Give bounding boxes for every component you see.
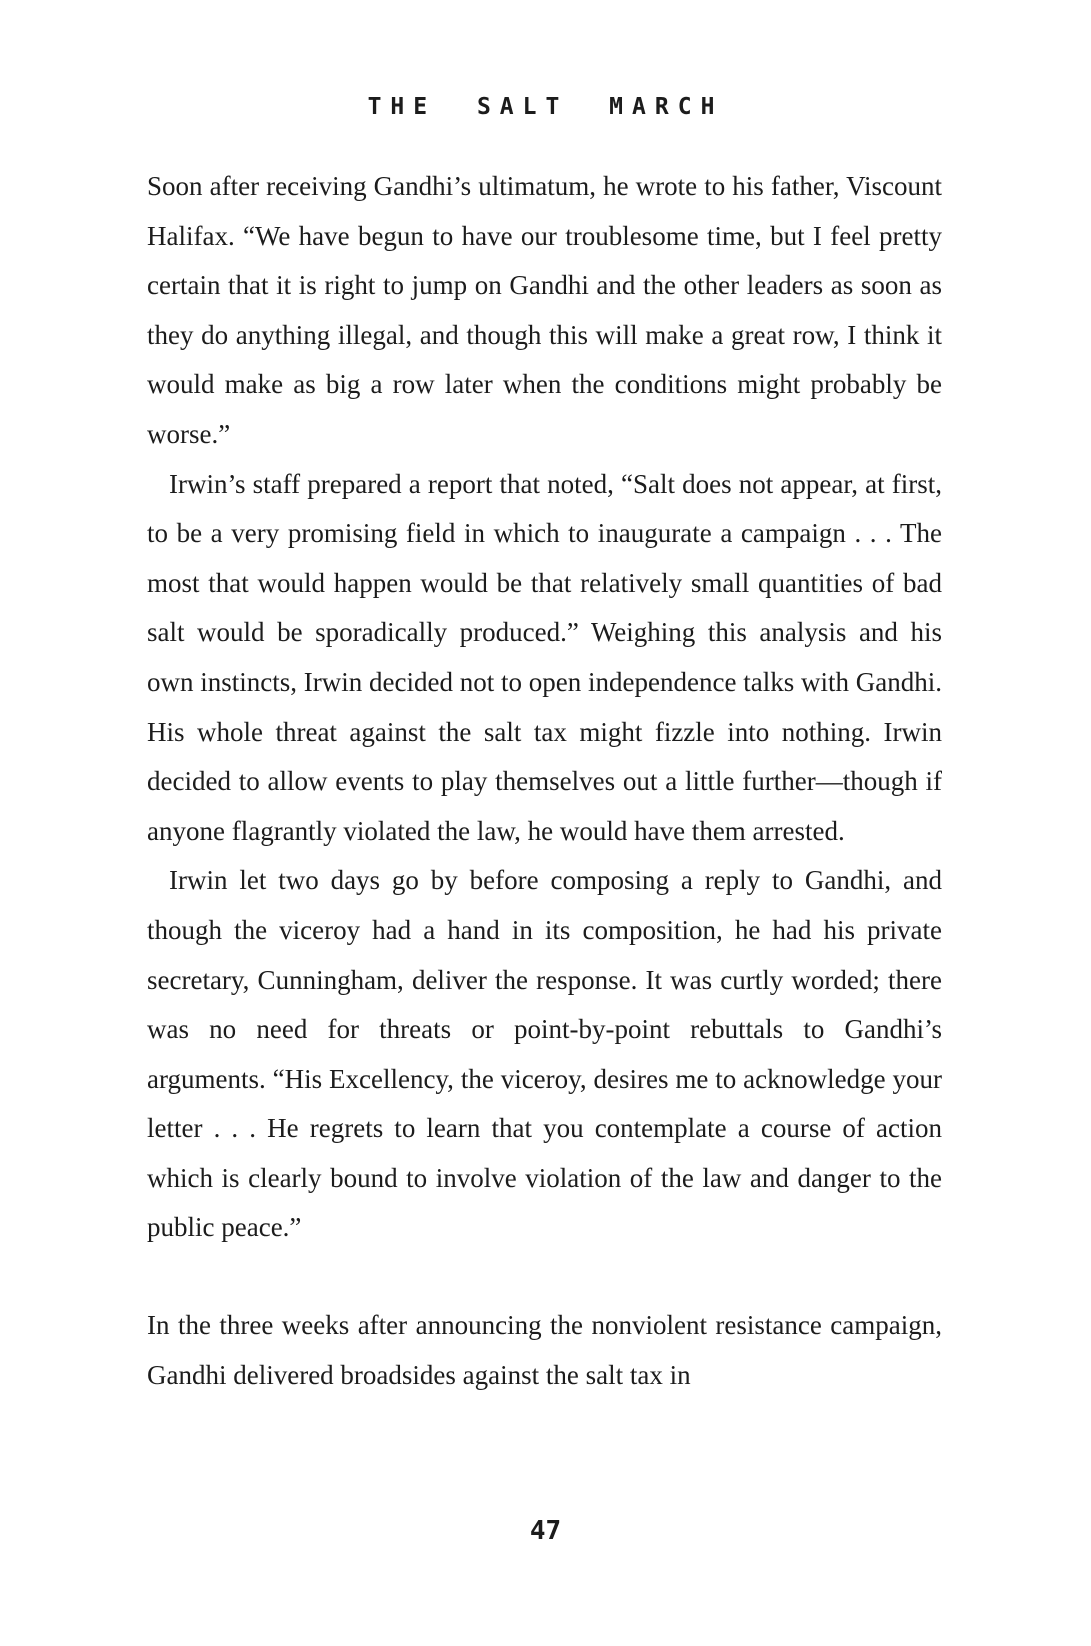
- paragraph-2: Irwin’s staff prepared a report that noted, “Salt does not appear, at first, to be a very promising field in which to inaugurate a campaign . . . The most that would happen would be that relatively small quantities of bad salt would be sporadically produced.” Weighing this analysis and his own instincts, Irwin decided not to open independence talks with Gandhi. His whole threat against the salt tax might fizzle into nothing. Irwin decided to allow events to play themselves out a little further—though if anyone flagrantly violated the law, he would have them arrested.: [147, 468, 942, 846]
- page-number: 47: [529, 1516, 562, 1546]
- paragraph-3: Irwin let two days go by before composing a reply to Gandhi, and though the viceroy had a hand in its composition, he had his private secretary, Cunningham, deliver the response. It was curtly worded; there was no need for threats or point-by-point rebuttals to Gandhi’s arguments. “His Excellency, the viceroy, desires me to acknowledge your letter . . . He regrets to learn that you contemplate a course of action which is clearly bound to involve violation of the law and danger to the public peace.”: [147, 865, 942, 1243]
- body-text: [147, 162, 942, 1400]
- paragraph-4: In the three weeks after announcing the nonviolent resistance campaign, Gandhi delivered broadsides against the salt tax in: [147, 1310, 942, 1390]
- paragraph-1: Soon after receiving Gandhi’s ultimatum, he wrote to his father, Viscount Halifax. “We have begun to have our troublesome time, but I feel pretty certain that it is right to jump on Gandhi and the other leaders as soon as they do anything illegal, and though this will make a great row, I think it would make as big a row later when the conditions might probably be worse.”: [147, 171, 942, 449]
- running-head: THE SALT MARCH: [367, 94, 724, 120]
